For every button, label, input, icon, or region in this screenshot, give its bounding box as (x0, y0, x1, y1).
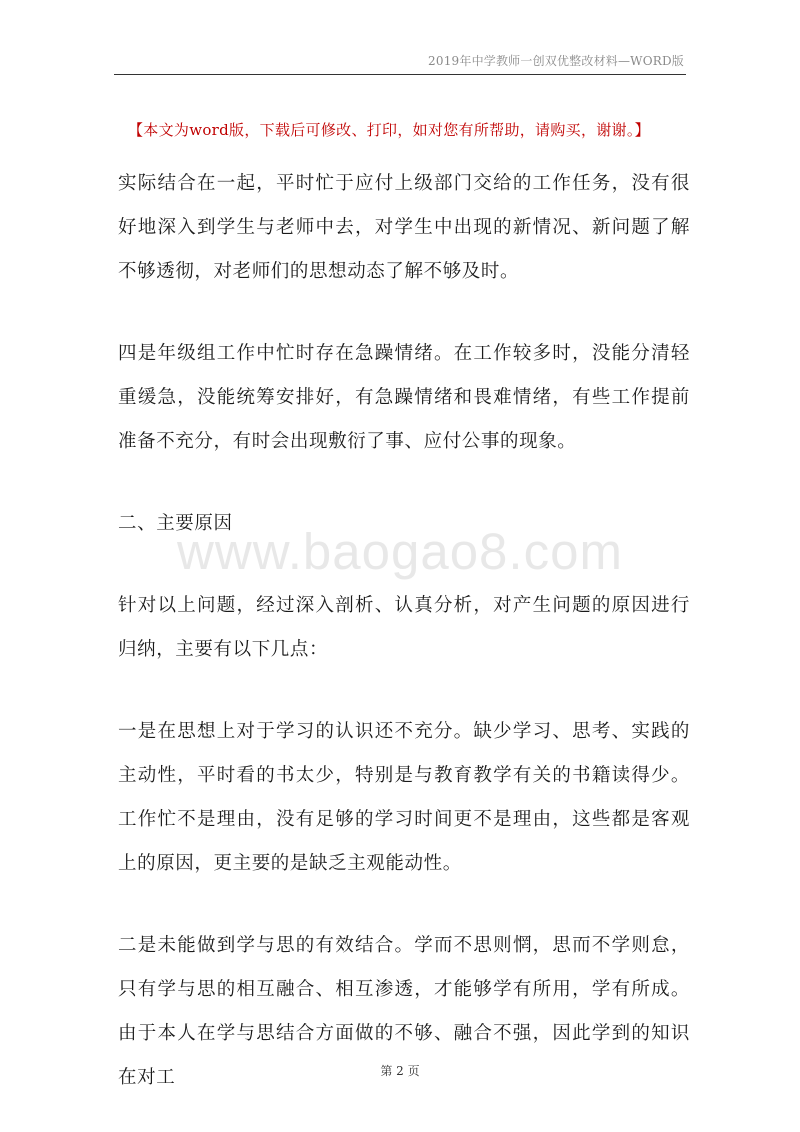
header-divider (114, 74, 686, 75)
paragraph-4: 一是在思想上对于学习的认识还不充分。缺少学习、思考、实践的主动性，平时看的书太少，特别是与教育教学有关的书籍读得少。工作忙不是理由，没有足够的学习时间更不是理由，这些都是客观上的原因，更主要的是缺乏主观能动性。 (118, 721, 690, 874)
paragraph-3: 针对以上问题，经过深入剖析、认真分析，对产生问题的原因进行归纳，主要有以下几点： (118, 595, 690, 660)
paragraph-1: 实际结合在一起，平时忙于应付上级部门交给的工作任务，没有很好地深入到学生与老师中去，对学生中出现的新情况、新问题了解不够透彻，对老师们的思想动态了解不够及时。 (118, 173, 690, 282)
watermark: www.baogao8.com (177, 523, 623, 580)
paragraph-5: 二是未能做到学与思的有效结合。学而不思则惘，思而不学则怠，只有学与思的相互融合、相互渗透，才能够学有所用，学有所成。由于本人在学与思结合方面做的不够、融合不强，因此学到的知识在对工 (118, 935, 690, 1088)
document-body (118, 162, 690, 1100)
page-number: 第 2 页 (380, 1064, 420, 1078)
purchase-notice: 【本文为word版，下载后可修改、打印，如对您有所帮助，请购买，谢谢。】 (128, 121, 650, 139)
section-heading: 二、主要原因 (118, 513, 233, 534)
paragraph-2: 四是年级组工作中忙时存在急躁情绪。在工作较多时，没能分清轻重缓急，没能统筹安排好，有急躁情绪和畏难情绪，有些工作提前准备不充分，有时会出现敷衍了事、应付公事的现象。 (118, 343, 690, 452)
header-title: 2019年中学教师一创双优整改材料—WORD版 (428, 54, 684, 68)
